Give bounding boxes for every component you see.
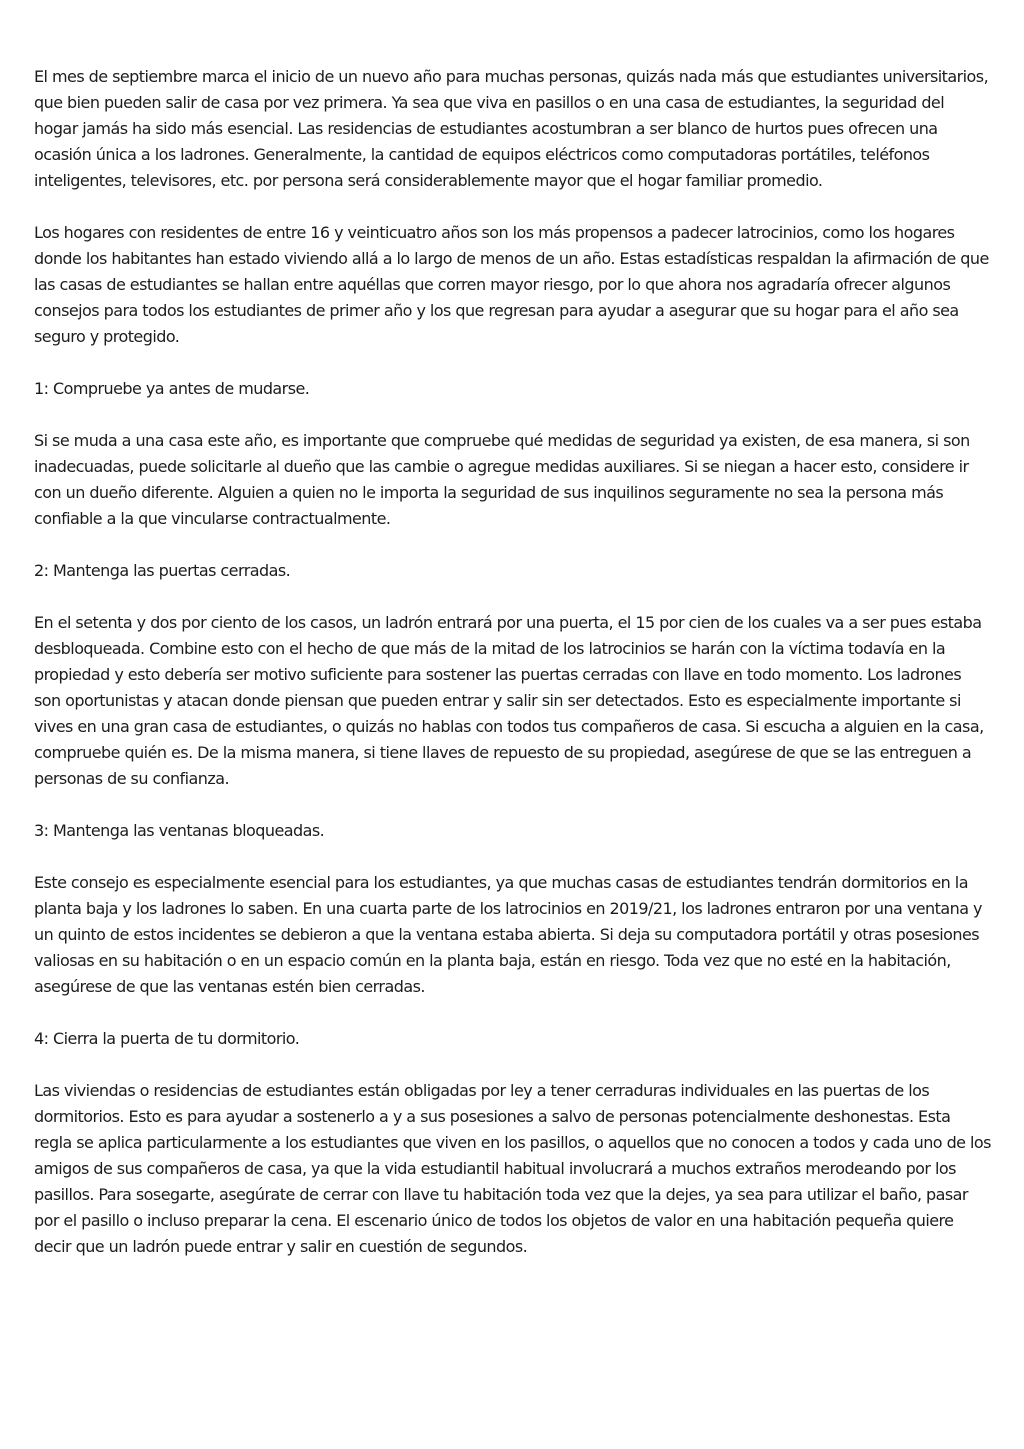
tip-3-paragraph: Este consejo es especialmente esencial para los estudiantes, ya que muchas casas de estudiantes tendrán dormitorios en la planta baja y los ladrones lo saben. En una cuarta parte de los latrocinios en 2019/21, los ladrones entraron por una ventana y un quinto de estos incidentes se debieron a que la ventana estaba abierta. Si deja su computadora portátil y otras posesiones valiosas en su habitación o en un espacio común en la planta baja, están en riesgo. Toda vez que no esté en la habitación, asegúrese de que las ventanas estén bien cerradas. [34,873,982,996]
tip-1-heading: 1: Compruebe ya antes de mudarse. [34,379,310,398]
tip-4-paragraph: Las viviendas o residencias de estudiantes están obligadas por ley a tener cerraduras individuales en las puertas de los dormitorios. Esto es para ayudar a sostenerlo a y a sus posesiones a salvo de personas potencialmente deshonestas. Esta regla se aplica particularmente a los estudiantes que viven en los pasillos, o aquellos que no conocen a todos y cada uno de los amigos de sus compañeros de casa, ya que la vida estudiantil habitual involucrará a muchos extraños merodeando por los pasillos. Para sosegarte, asegúrate de cerrar con llave tu habitación toda vez que la dejes, ya sea para utilizar el baño, pasar por el pasillo o incluso preparar la cena. El escenario único de todos los objetos de valor en una habitación pequeña quiere decir que un ladrón puede entrar y salir en cuestión de segundos. [34,1081,991,1256]
intro-paragraph: El mes de septiembre marca el inicio de un nuevo año para muchas personas, quizás nada más que estudiantes universitarios, que bien pueden salir de casa por vez primera. Ya sea que viva en pasillos o en una casa de estudiantes, la seguridad del hogar jamás ha sido más esencial. Las residencias de estudiantes acostumbran a ser blanco de hurtos pues ofrecen una ocasión única a los ladrones. Generalmente, la cantidad de equipos eléctricos como computadoras portátiles, teléfonos inteligentes, televisores, etc. por persona será considerablemente mayor que el hogar familiar promedio. [34,67,989,190]
risk-paragraph: Los hogares con residentes de entre 16 y veinticuatro años son los más propensos a padecer latrocinios, como los hogares donde los habitantes han estado viviendo allá a lo largo de menos de un año. Estas estadísticas respaldan la afirmación de que las casas de estudiantes se hallan entre aquéllas que corren mayor riesgo, por lo que ahora nos agradaría ofrecer algunos consejos para todos los estudiantes de primer año y los que regresan para ayudar a asegurar que su hogar para el año sea seguro y protegido. [34,223,989,346]
tip-3-heading: 3: Mantenga las ventanas bloqueadas. [34,821,325,840]
tip-4-heading: 4: Cierra la puerta de tu dormitorio. [34,1029,300,1048]
tip-2-paragraph: En el setenta y dos por ciento de los casos, un ladrón entrará por una puerta, el 15 por cien de los cuales va a ser pues estaba desbloqueada. Combine esto con el hecho de que más de la mitad de los latrocinios se harán con la víctima todavía en la propiedad y esto debería ser motivo suficiente para sostener las puertas cerradas con llave en todo momento. Los ladrones son oportunistas y atacan donde piensan que pueden entrar y salir sin ser detectados. Esto es especialmente importante si vives en una gran casa de estudiantes, o quizás no hablas con todos tus compañeros de casa. Si escucha a alguien en la casa, compruebe quién es. De la misma manera, si tiene llaves de repuesto de su propiedad, asegúrese de que se las entreguen a personas de su confianza. [34,613,984,788]
tip-2-heading: 2: Mantenga las puertas cerradas. [34,561,291,580]
document-body [34,64,992,1286]
tip-1-paragraph: Si se muda a una casa este año, es importante que compruebe qué medidas de seguridad ya existen, de esa manera, si son inadecuadas, puede solicitarle al dueño que las cambie o agregue medidas auxiliares. Si se niegan a hacer esto, considere ir con un dueño diferente. Alguien a quien no le importa la seguridad de sus inquilinos seguramente no sea la persona más confiable a la que vincularse contractualmente. [34,431,970,528]
